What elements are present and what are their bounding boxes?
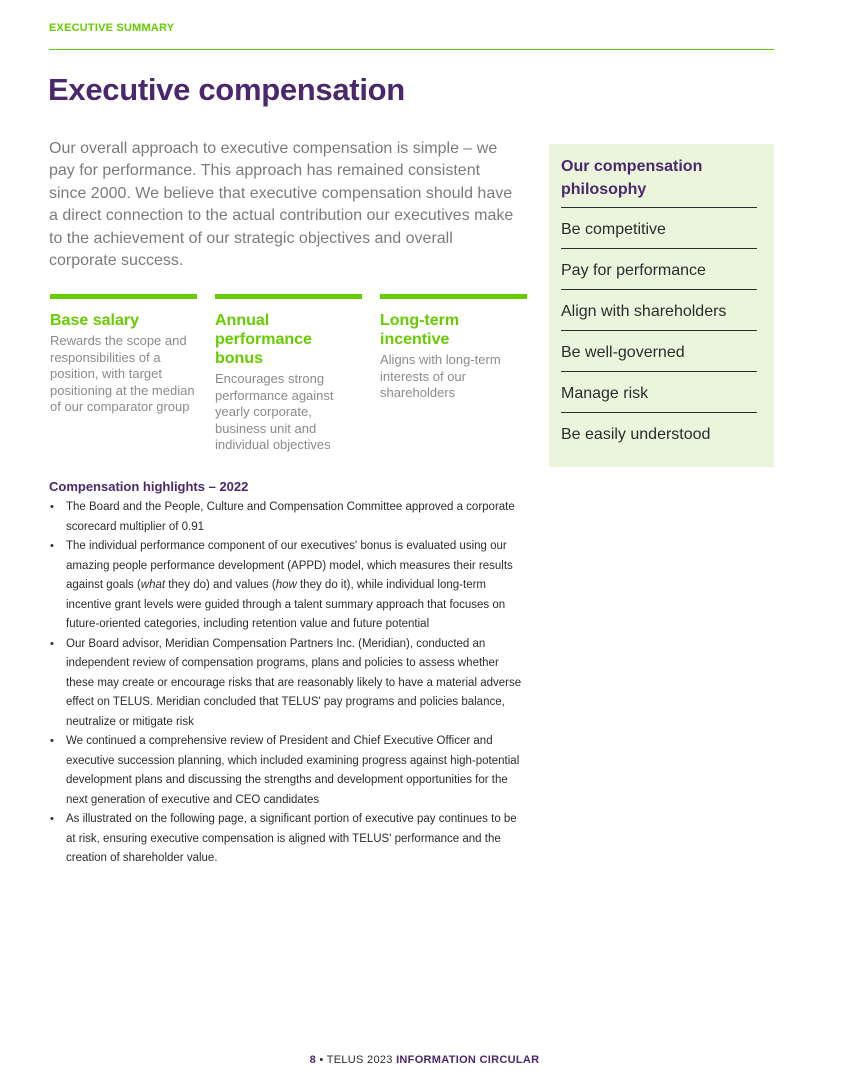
page-number: 8 (309, 1054, 317, 1066)
bullet-icon: • (50, 540, 54, 552)
pillar-text: Rewards the scope and responsibilities of a position, with target positioning at the median of our comparator group (50, 333, 195, 415)
philosophy-item: Be easily understood (561, 412, 757, 453)
pillar-annual-bonus (215, 294, 362, 454)
list-item (49, 810, 529, 869)
bullet-icon: • (50, 813, 54, 825)
bullet-icon: • (50, 735, 54, 747)
pillar-bar (50, 294, 197, 299)
list-item (49, 537, 529, 635)
pillar-bar (380, 294, 527, 299)
philosophy-item: Be competitive (561, 207, 757, 248)
compensation-highlights (49, 479, 529, 869)
list-item-text: As illustrated on the following page, a significant portion of executive pay continues to be at risk, ensuring executive compensation is aligned with TELUS' performance and the creation of shareholder value. (66, 813, 517, 864)
page-footer (0, 1054, 849, 1066)
bullet-icon: • (50, 637, 54, 650)
list-item-text: Our Board advisor, Meridian Compensation Partners Inc. (Meridian), conducted an independent review of compensation programs, plans and policies to assess whether these may create or encourage risks that are reasonably likely to have a material adverse effect on TELUS. Meridian concluded that TELUS' pay programs and policies balance, neutralize or mitigate risk (66, 637, 522, 728)
pillar-text: Encourages strong performance against yearly corporate, business unit and individual objectives (215, 371, 334, 453)
section-label: EXECUTIVE SUMMARY (49, 22, 175, 34)
list-item-text: The individual performance component of our executives' bonus is evaluated using our amazing people performance development (APPD) model, which measures their results against goals (what they do) and values (how they do it), while individual long-term incentive grant levels were guided through a talent summary approach that focuses on future-oriented categories, including retention value and future potential (66, 540, 513, 630)
pillar-bar (215, 294, 362, 299)
list-item-text: We continued a comprehensive review of President and Chief Executive Officer and executive succession planning, which included examining progress against high-potential development plans and discussing the strengths and development opportunities for the next generation of executive and CEO candidates (66, 735, 520, 806)
highlights-title: Compensation highlights – 2022 (49, 479, 249, 494)
footer-document-title: INFORMATION CIRCULAR (396, 1054, 540, 1066)
philosophy-item: Align with shareholders (561, 289, 757, 330)
section-divider (49, 49, 774, 50)
list-item (49, 498, 529, 537)
emphasis-what: what (140, 579, 166, 591)
highlights-list (49, 498, 529, 869)
philosophy-title: Our compensation philosophy (561, 158, 703, 198)
philosophy-item: Manage risk (561, 371, 757, 412)
pillar-long-term-incentive (380, 294, 527, 402)
intro-paragraph: Our overall approach to executive compensation is simple – we pay for performance. This approach has remained consistent since 2000. We believe that executive compensation should have a direct connection to the actual contribution our executives make to the achievement of our strategic objectives and overall corporate success. (49, 140, 514, 270)
philosophy-item: Be well-governed (561, 330, 757, 371)
bullet-icon: • (50, 501, 54, 513)
pillar-title: Long-term incentive (380, 312, 460, 348)
pillar-title: Annual performance bonus (215, 312, 312, 367)
philosophy-item: Pay for performance (561, 248, 757, 289)
list-item-text: The Board and the People, Culture and Compensation Committee approved a corporate scorecard multiplier of 0.91 (66, 501, 515, 533)
pillar-title: Base salary (50, 312, 139, 329)
philosophy-list (561, 207, 757, 453)
footer-separator: • (319, 1054, 324, 1066)
pillar-base-salary (50, 294, 197, 416)
footer-publisher: TELUS 2023 (326, 1054, 393, 1066)
page-title: Executive compensation (48, 72, 405, 107)
list-item (49, 732, 529, 810)
emphasis-how: how (275, 579, 297, 591)
philosophy-panel (549, 144, 774, 467)
list-item (49, 635, 529, 733)
pillar-text: Aligns with long-term interests of our shareholders (380, 352, 501, 401)
